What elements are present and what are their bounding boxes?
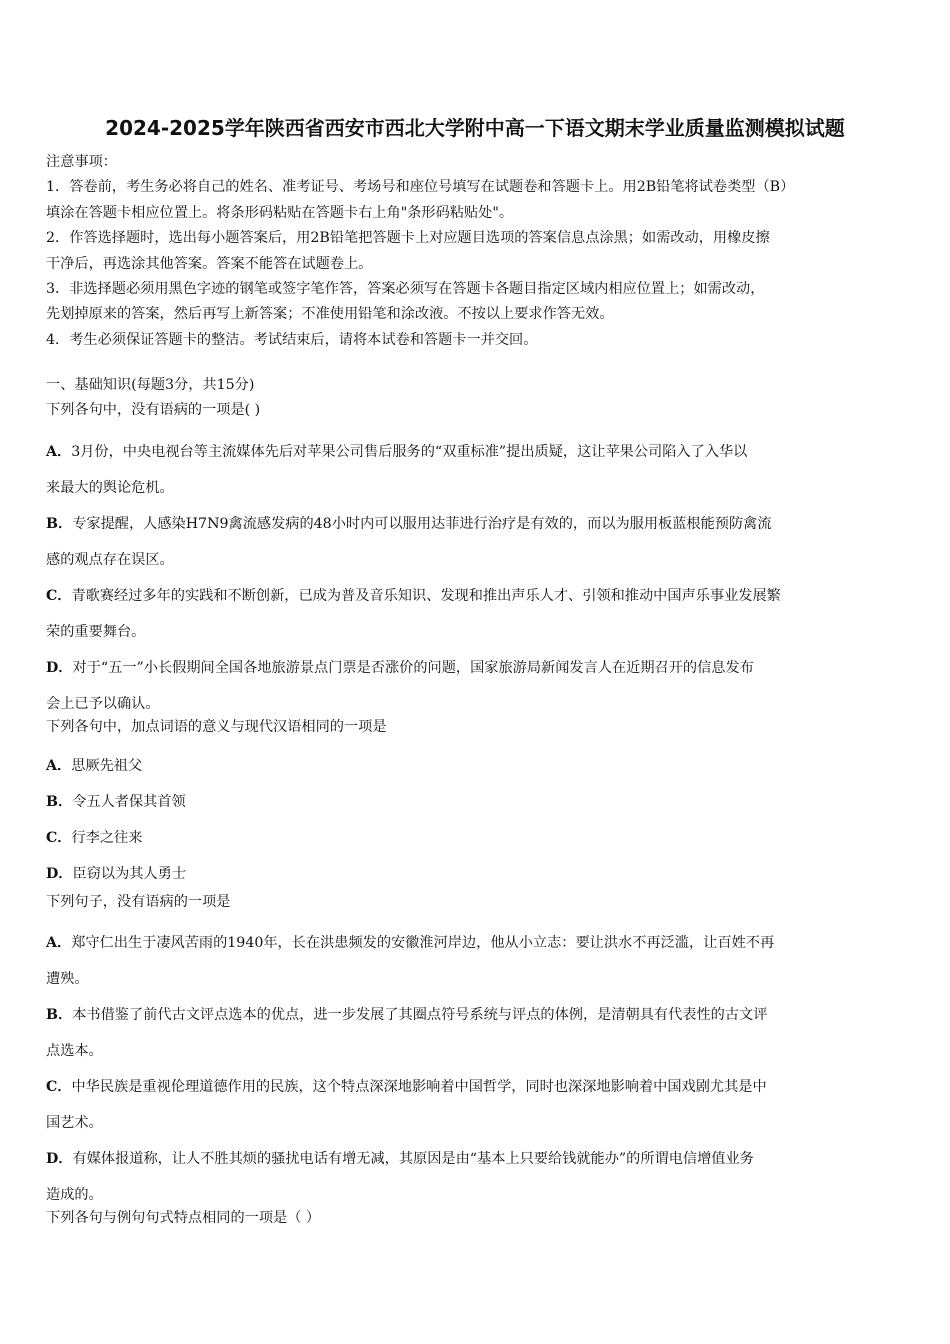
- option-label: D．: [46, 1151, 73, 1167]
- section-heading: 一、基础知识(每题3分，共15分): [46, 377, 255, 393]
- option-b: [46, 784, 908, 820]
- option-text: 对于“五一”小长假期间全国各地旅游景点门票是否涨价的问题，国家旅游局新闻发言人在近期召开的信息发布: [72, 660, 754, 676]
- option-d: [46, 856, 908, 892]
- question-2-options: [46, 748, 908, 892]
- option-a-cont: 来最大的舆论危机。: [46, 480, 174, 496]
- notice-line: 填涂在答题卡相应位置上。将条形码粘贴在答题卡右上角"条形码粘贴处"。: [46, 204, 514, 221]
- question-stem: 下列句子，没有语病的一项是: [46, 894, 231, 910]
- option-label: C．: [46, 1079, 72, 1095]
- question-1: [46, 399, 908, 419]
- option-b: [46, 997, 908, 1033]
- option-text: 本书借鉴了前代古文评点选本的优点，进一步发展了其圈点符号系统与评点的体例，是清朝具有代表性的古文评: [72, 1007, 768, 1023]
- option-d-cont: 会上已予以确认。: [46, 696, 160, 712]
- question-1-options: [46, 434, 908, 722]
- notice-heading: 注意事项：: [46, 154, 117, 170]
- page-title: 2024-2025学年陕西省西安市西北大学附中高一下语文期末学业质量监测模拟试题: [105, 116, 845, 140]
- option-text: 青歌赛经过多年的实践和不断创新，已成为普及音乐知识、发现和推出声乐人才、引领和推动中国声乐事业发展繁: [71, 588, 781, 604]
- option-label: A．: [46, 935, 72, 951]
- option-c-cont: 国艺术。: [46, 1115, 103, 1131]
- option-a: [46, 434, 908, 470]
- option-label: C．: [46, 830, 72, 846]
- option-text: 3月份，中央电视台等主流媒体先后对苹果公司售后服务的“双重标准”提出质疑，这让苹果公司陷入了入华以: [71, 444, 748, 460]
- option-text: 有媒体报道称，让人不胜其烦的骚扰电话有增无减，其原因是由“基本上只要给钱就能办”的所谓电信增值业务: [72, 1151, 754, 1167]
- question-3-options: [46, 925, 908, 1213]
- notice-line: 4．考生必须保证答题卡的整洁。考试结束后，请将本试卷和答题卡一并交回。: [46, 331, 538, 348]
- option-text: 思厥先祖父: [71, 758, 143, 774]
- option-label: B．: [46, 516, 73, 532]
- notice-block: [46, 150, 906, 353]
- option-a-cont: 遭殃。: [46, 971, 89, 987]
- section-heading-block: [46, 374, 908, 394]
- option-c: [46, 820, 908, 856]
- question-stem: 下列各句与例句句式特点相同的一项是（ ）: [46, 1210, 321, 1226]
- option-c: [46, 1069, 908, 1105]
- notice-line: 干净后，再选涂其他答案。答案不能答在试题卷上。: [46, 255, 373, 272]
- option-text: 中华民族是重视伦理道德作用的民族，这个特点深深地影响着中国哲学，同时也深深地影响着中国戏剧尤其是中: [71, 1079, 767, 1095]
- option-text: 臣窃以为其人勇士: [72, 866, 187, 882]
- option-label: B．: [46, 794, 73, 810]
- question-stem: 下列各句中，加点词语的意义与现代汉语相同的一项是: [46, 719, 387, 735]
- option-b-cont: 点选本。: [46, 1043, 103, 1059]
- option-label: A．: [46, 444, 72, 460]
- option-text: 郑守仁出生于凄风苦雨的1940年，长在洪患频发的安徽淮河岸边，他从小立志：要让洪水不再泛滥，让百姓不再: [71, 935, 775, 951]
- option-text: 专家提醒，人感染H7N9禽流感发病的48小时内可以服用达菲进行治疗是有效的，而以为服用板蓝根能预防禽流: [72, 516, 772, 532]
- question-3: [46, 891, 908, 911]
- option-a: [46, 748, 908, 784]
- option-b: [46, 506, 908, 542]
- notice-line: 3．非选择题必须用黑色字迹的钢笔或签字笔作答，答案必须写在答题卡各题目指定区域内相应位置上；如需改动，: [46, 281, 765, 298]
- option-label: A．: [46, 758, 72, 774]
- notice-line: 先划掉原来的答案，然后再写上新答案；不准使用铅笔和涂改液。不按以上要求作答无效。: [46, 306, 614, 323]
- option-label: D．: [46, 660, 73, 676]
- option-d-cont: 造成的。: [46, 1187, 103, 1203]
- question-4: [46, 1207, 908, 1227]
- option-c: [46, 578, 908, 614]
- question-2: [46, 716, 908, 736]
- option-a: [46, 925, 908, 961]
- notice-line: 2．作答选择题时，选出每小题答案后，用2B铅笔把答题卡上对应题目选项的答案信息点涂黑；如需改动，用橡皮擦: [46, 230, 770, 247]
- option-b-cont: 感的观点存在误区。: [46, 552, 174, 568]
- question-stem: 下列各句中，没有语病的一项是( ): [46, 402, 261, 418]
- option-text: 行李之往来: [71, 830, 143, 846]
- option-label: C．: [46, 588, 72, 604]
- option-label: D．: [46, 866, 73, 882]
- option-d: [46, 650, 908, 686]
- option-label: B．: [46, 1007, 73, 1023]
- option-text: 令五人者保其首领: [72, 794, 186, 810]
- notice-line: 1．答卷前，考生务必将自己的姓名、准考证号、考场号和座位号填写在试题卷和答题卡上。用2B铅笔将试卷类型（B）: [46, 179, 795, 196]
- option-d: [46, 1141, 908, 1177]
- option-c-cont: 荣的重要舞台。: [46, 624, 146, 640]
